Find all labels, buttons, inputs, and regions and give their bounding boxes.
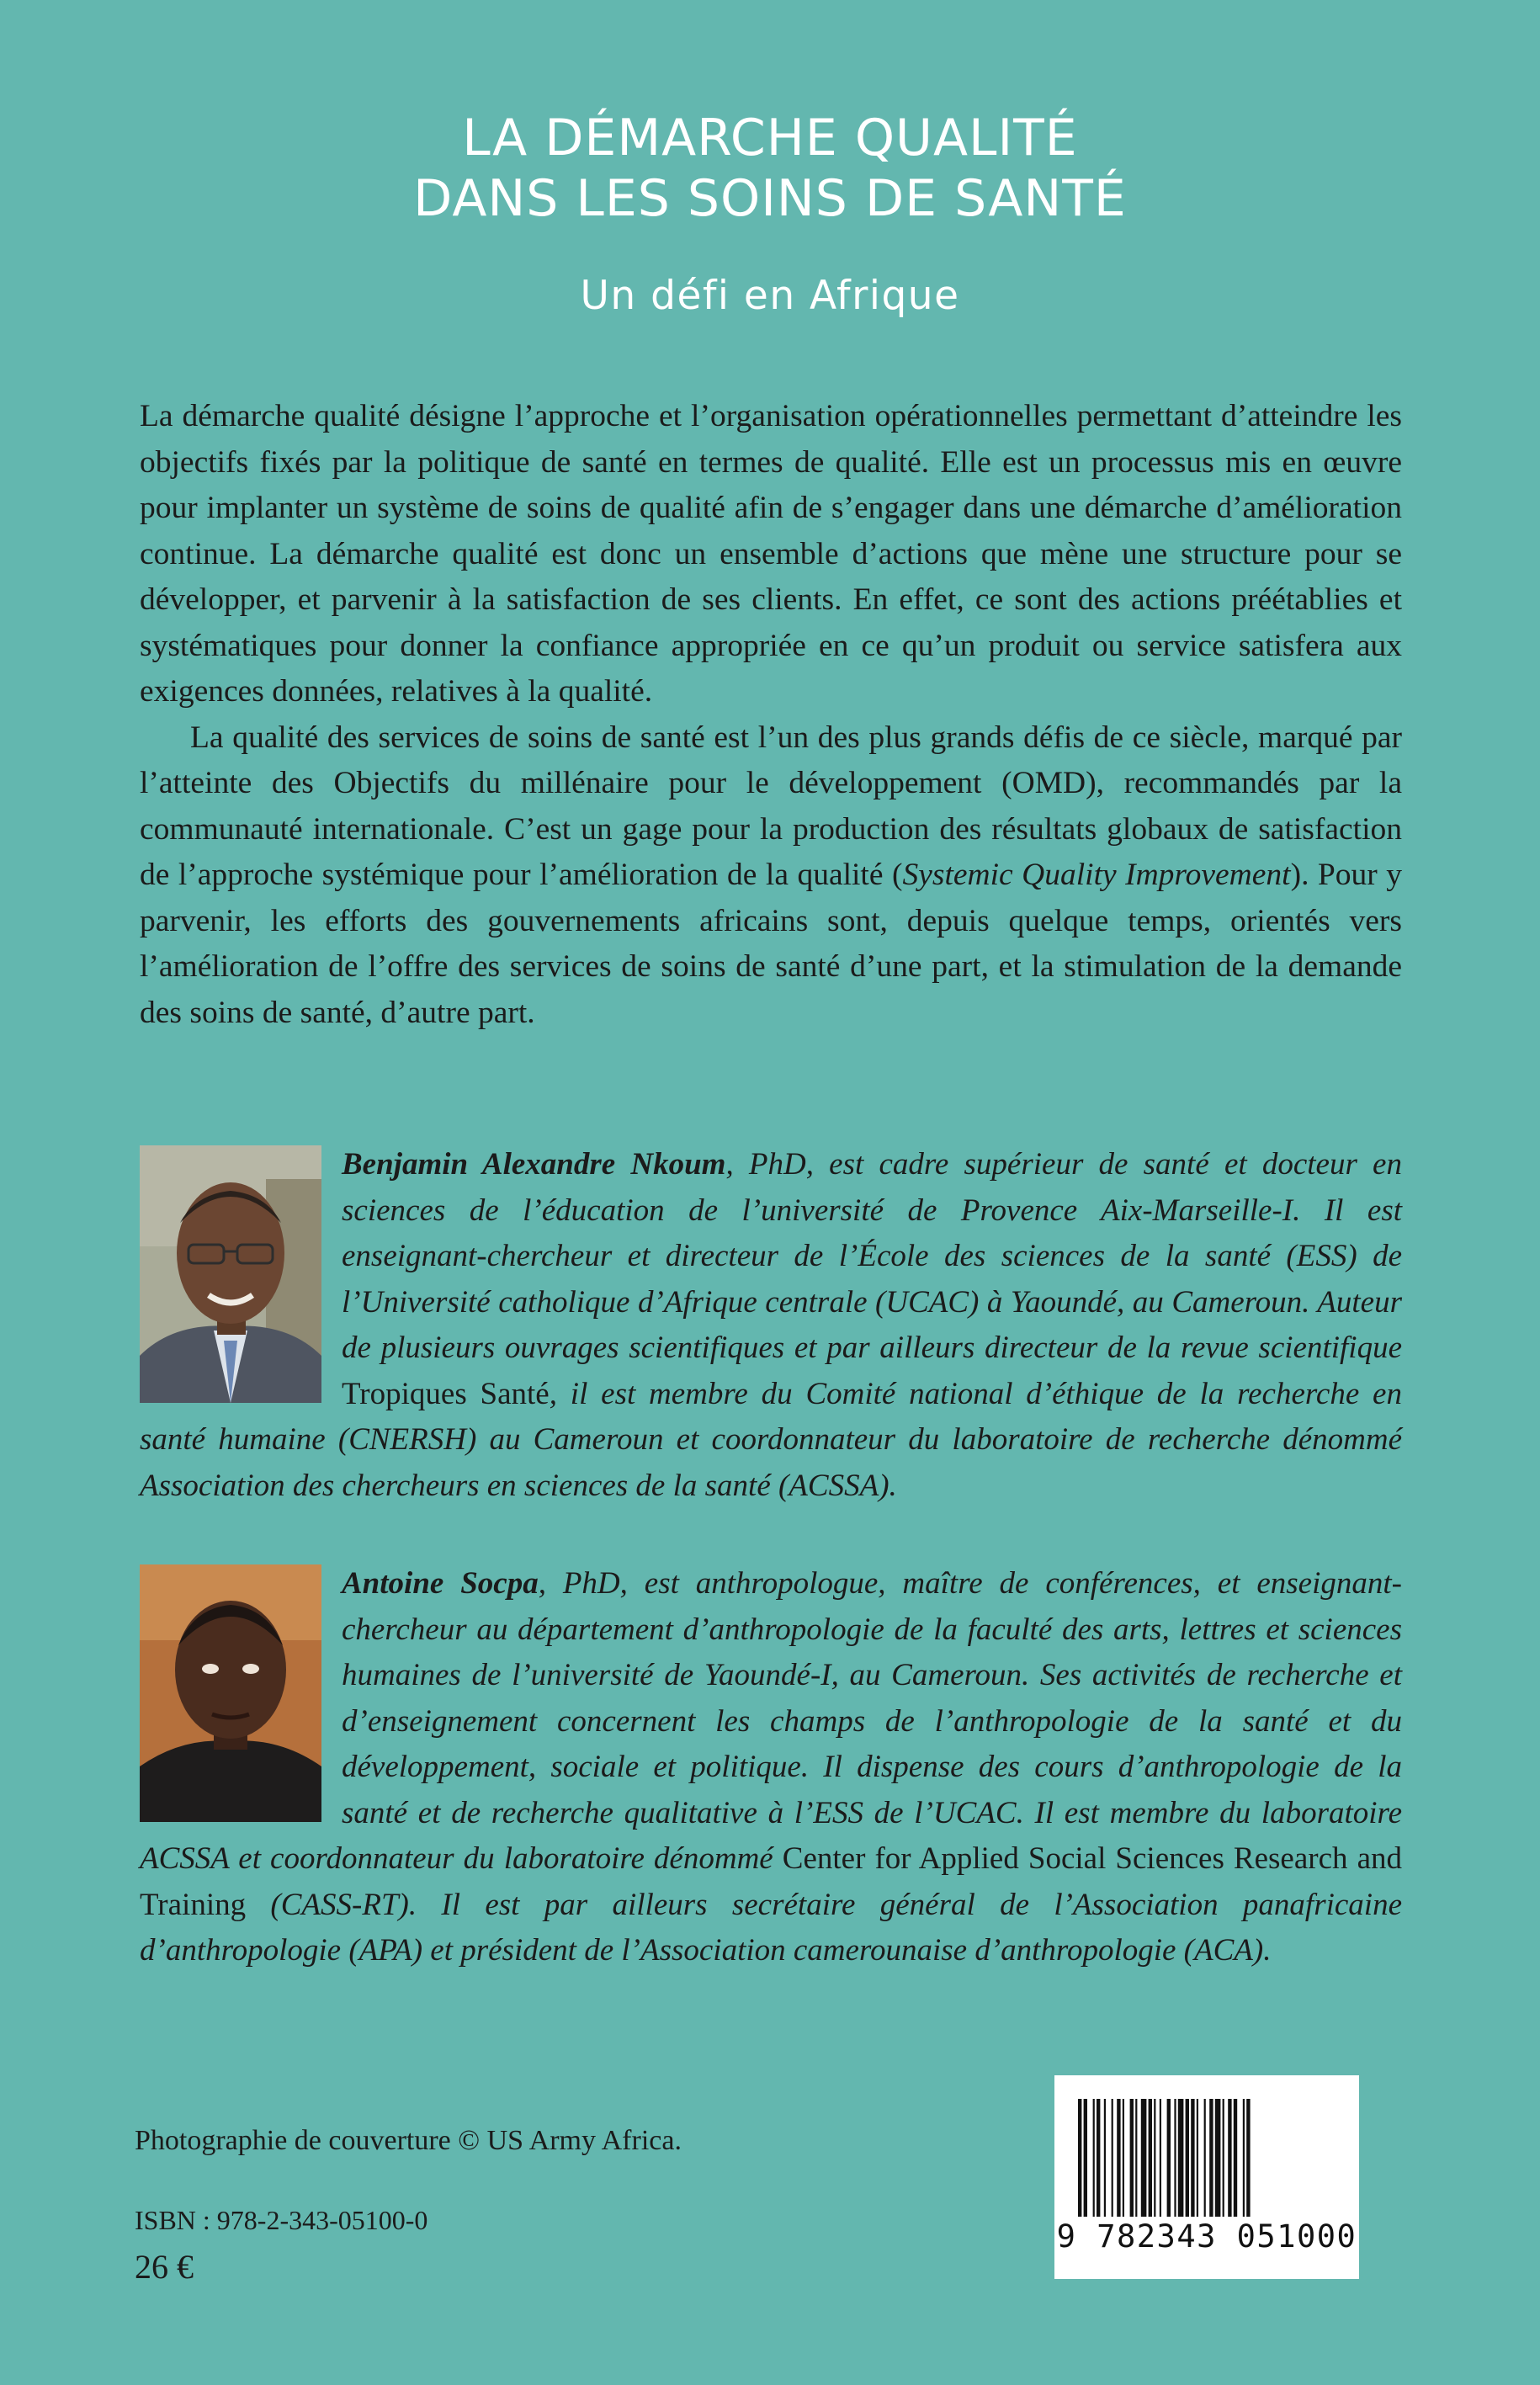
summary-text xyxy=(140,394,1402,1036)
author-bio-socpa xyxy=(140,1561,1402,1974)
title-line-2: DANS LES SOINS DE SANTÉ xyxy=(413,169,1127,228)
barcode-bar xyxy=(1223,2099,1224,2217)
barcode-bar xyxy=(1234,2099,1237,2217)
book-subtitle: Un défi en Afrique xyxy=(580,273,960,319)
barcode-bar xyxy=(1174,2099,1176,2217)
barcode-bar xyxy=(1123,2099,1124,2217)
barcode-bar xyxy=(1112,2099,1113,2217)
summary-paragraph-2-end: ). Pour y parvenir, les efforts des gouvernements africains sont, depuis quelque temps, orientés vers l’amélioration de l’offre des services de soins de santé d’une part, et la stimulation de la demande des soins de santé, d’autre part. xyxy=(140,858,1402,1030)
author-bio-socpa-text-2: (CASS-RT). Il est par ailleurs secrétaire général de l’Association panafricaine d’anthropologie (APA) et président de l’Association camerounaise d’anthropologie (ACA). xyxy=(140,1887,1402,1968)
summary-paragraph-1: La démarche qualité désigne l’approche et l’organisation opérationnelles permettant d’atteindre les objectifs fixés par la politique de santé en termes de qualité. Elle est un processus mis en œuvre pour implanter un système de soins de qualité afin de s’engager dans une démarche d’amélioration continue. La démarche qualité est donc un ensemble d’actions que mène une structure pour se développer, et parvenir à la satisfaction de ses clients. En effet, ce sont des actions préétablies et systématiques pour donner la confiance appropriée en ce qu’un produit ou service satisfera aux exigences données, relatives à la qualité. xyxy=(140,399,1402,709)
author-bio-socpa-text-1: , PhD, est anthropologue, maître de conférences, et enseignant-chercheur au département d’anthropologie de la faculté des arts, lettres et sciences humaines de l’université de Yaoundé-I, au Cameroun. Ses activités de recherche et d’enseignement concernent les champs de l’anthropologie de la santé et du développement, sociale et politique. Il dispense des cours d’anthropologie de la santé et de recherche qualitative à l’ESS de l’UCAC. Il est membre du laboratoire ACSSA et coordonnateur du laboratoire dénommé xyxy=(140,1566,1402,1876)
price: 26 € xyxy=(135,2248,194,2286)
photo-credit: Photographie de couverture © US Army Africa. xyxy=(135,2125,682,2156)
barcode-bar xyxy=(1167,2099,1171,2217)
barcode-bar xyxy=(1135,2099,1137,2217)
title-line-1: LA DÉMARCHE QUALITÉ xyxy=(462,109,1078,167)
author-photo-nkoum xyxy=(140,1145,321,1403)
book-title xyxy=(0,108,1540,229)
author-name-socpa: Antoine Socpa xyxy=(342,1566,539,1601)
summary-paragraph-2 xyxy=(140,715,1402,1037)
barcode-bar xyxy=(1246,2099,1250,2217)
summary-paragraph-2-italic: Systemic Quality Improvement xyxy=(902,858,1291,892)
author-bio-nkoum-text-1: , PhD, est cadre supérieur de santé et docteur en sciences de l’éducation de l’université de Provence Aix-Marseille-I. Il est enseignant-chercheur et directeur de l’École des sciences de la santé (ESS) de l’Université catholique d’Afrique centrale (UCAC) à Yaoundé, au Cameroun. Auteur de plusieurs ouvrages scientifiques et par ailleurs directeur de la revue scientifique xyxy=(342,1147,1402,1365)
barcode-bar xyxy=(1191,2099,1194,2217)
summary-paragraph-2-start: La qualité des services de soins de santé est l’un des plus grands défis de ce siècle, marqué par l’atteinte des Objectifs du millénaire pour le développement (OMD), recommandés par la communauté internationale. C’est un gage pour la production des résultats globaux de satisfaction de l’approche systémique pour l’amélioration de la qualité ( xyxy=(140,720,1402,892)
barcode-bar xyxy=(1209,2099,1213,2217)
barcode-bar xyxy=(1197,2099,1198,2217)
barcode-bar xyxy=(1117,2099,1120,2217)
barcode xyxy=(1054,2075,1359,2279)
barcode-bar xyxy=(1178,2099,1184,2217)
author-bio-socpa-center: Center for Applied Social Sciences Research and Training xyxy=(140,1841,1402,1922)
author-bio-nkoum-text-2: , il est membre du Comité national d’éthique de la recherche en santé humaine (CNERSH) au Cameroun et coordonnateur du laboratoire de recherche dénommé Association des chercheurs en sciences de la santé (ACSSA). xyxy=(140,1376,1402,1503)
barcode-bar xyxy=(1097,2099,1100,2217)
barcode-bar xyxy=(1243,2099,1245,2217)
barcode-digits: 9 782343 051000 xyxy=(1056,2218,1357,2255)
barcode-bar xyxy=(1204,2099,1206,2217)
author-bio-nkoum xyxy=(140,1142,1402,1509)
barcode-bar xyxy=(1141,2099,1147,2217)
barcode-bar xyxy=(1154,2099,1155,2217)
barcode-bar xyxy=(1130,2099,1134,2217)
barcode-bar xyxy=(1104,2099,1106,2217)
barcode-bars xyxy=(1078,2099,1336,2217)
barcode-bar xyxy=(1084,2099,1087,2217)
barcode-bar xyxy=(1186,2099,1189,2217)
barcode-bar xyxy=(1149,2099,1152,2217)
barcode-bar xyxy=(1093,2099,1095,2217)
author-photo-socpa xyxy=(140,1564,321,1822)
barcode-bar xyxy=(1215,2099,1221,2217)
barcode-bar xyxy=(1228,2099,1231,2217)
barcode-bar xyxy=(1078,2099,1081,2217)
author-name-nkoum: Benjamin Alexandre Nkoum xyxy=(342,1147,726,1182)
isbn-number: ISBN : 978-2-343-05100-0 xyxy=(135,2205,428,2235)
author-bio-nkoum-journal: Tropiques Santé xyxy=(342,1376,550,1411)
barcode-bar xyxy=(1160,2099,1161,2217)
